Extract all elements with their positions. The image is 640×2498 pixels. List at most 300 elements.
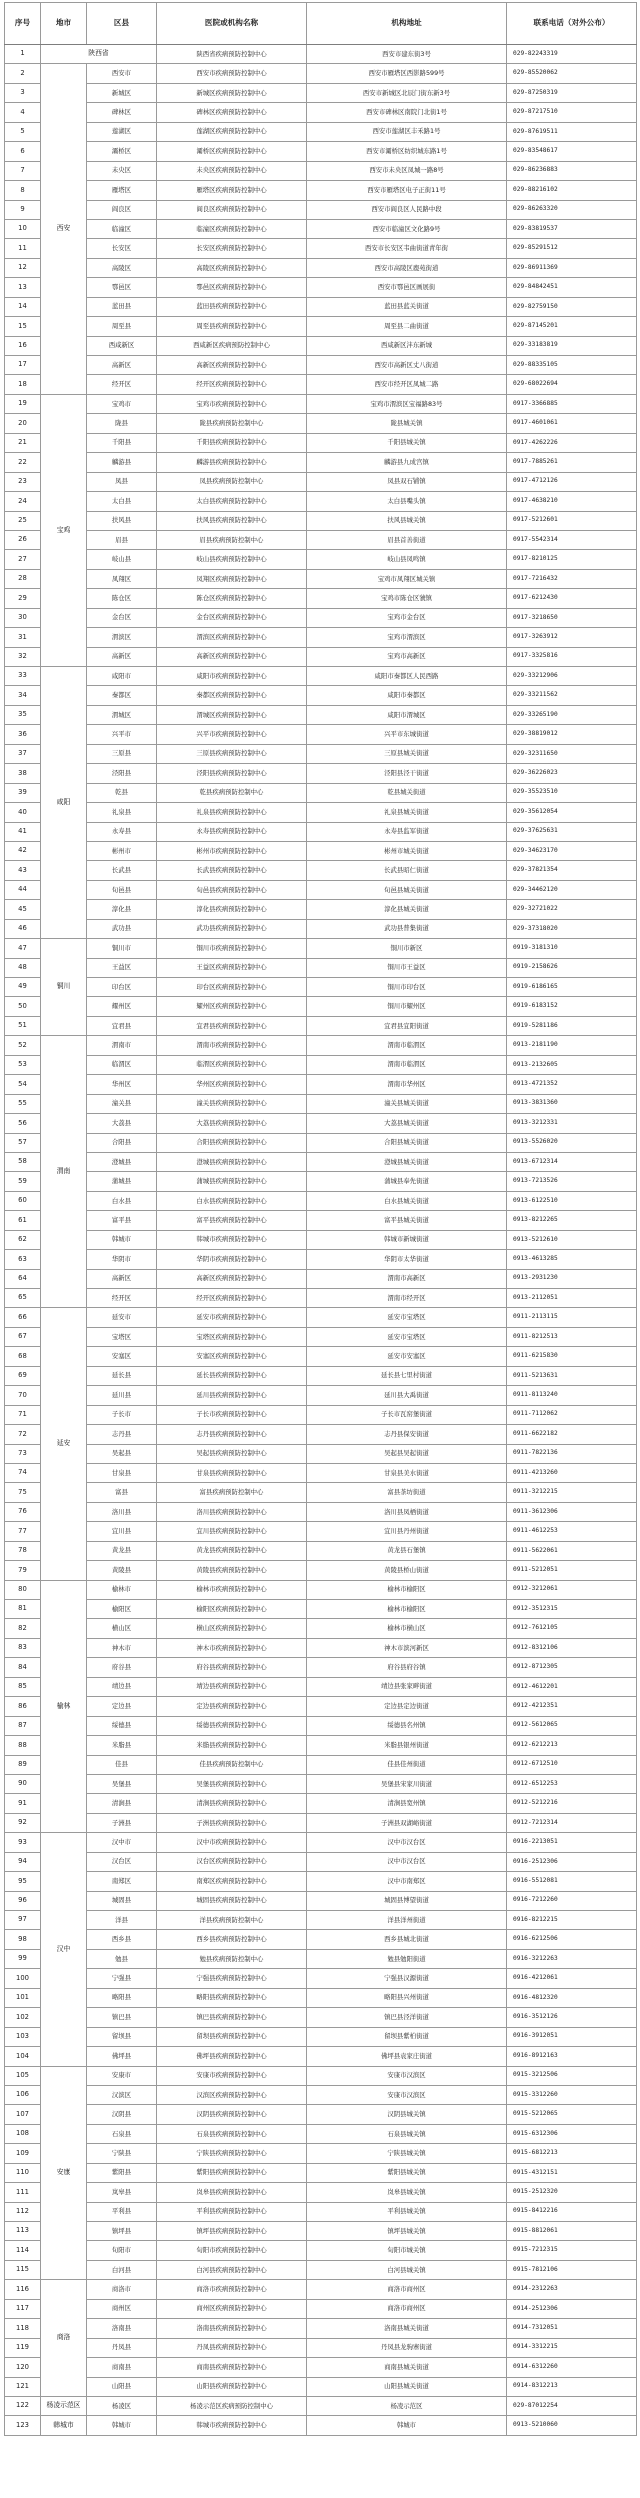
row-district-cell: 灞桥区: [87, 142, 157, 161]
row-address-cell: 澄城县城关街道: [307, 1152, 507, 1171]
row-district-cell: 潼关县: [87, 1094, 157, 1113]
row-phone-cell: 0916-4212061: [507, 1969, 637, 1988]
row-address-cell: 宝鸡市陈仓区虢镇: [307, 589, 507, 608]
row-city-cell: 安康: [41, 2066, 87, 2280]
row-district-cell: 神木市: [87, 1638, 157, 1657]
row-institution-cell: 略阳县疾病预防控制中心: [157, 1988, 307, 2007]
row-address-cell: 乾县城关街道: [307, 783, 507, 802]
row-phone-cell: 029-34462120: [507, 880, 637, 899]
row-institution-cell: 武功县疾病预防控制中心: [157, 919, 307, 938]
row-district-cell: 华州区: [87, 1075, 157, 1094]
row-district-cell: 山阳县: [87, 2377, 157, 2396]
row-institution-cell: 甘泉县疾病预防控制中心: [157, 1463, 307, 1482]
row-address-cell: 山阳县城关街道: [307, 2377, 507, 2396]
row-district-cell: 彬州市: [87, 841, 157, 860]
row-phone-cell: 0912-7212314: [507, 1813, 637, 1832]
table-row: [5, 453, 637, 472]
row-seq-cell: 107: [5, 2105, 41, 2124]
row-seq-cell: 35: [5, 705, 41, 724]
row-institution-cell: 旬邑县疾病预防控制中心: [157, 880, 307, 899]
row-institution-cell: 白河县疾病预防控制中心: [157, 2260, 307, 2279]
row-address-cell: 铜川市王益区: [307, 958, 507, 977]
row-district-cell: 城固县: [87, 1891, 157, 1910]
row-seq-cell: 32: [5, 647, 41, 666]
table-row: [5, 686, 637, 705]
table-row: [5, 725, 637, 744]
table-row: [5, 1697, 637, 1716]
row-seq-cell: 72: [5, 1425, 41, 1444]
table-row: [5, 2008, 637, 2027]
row-institution-cell: 宜川县疾病预防控制中心: [157, 1522, 307, 1541]
row-address-cell: 汉中市南郑区: [307, 1872, 507, 1891]
row-address-cell: 白河县城关镇: [307, 2260, 507, 2279]
row-seq-cell: 27: [5, 550, 41, 569]
row-address-cell: 宜君县宜阳街道: [307, 1016, 507, 1035]
row-seq-cell: 123: [5, 2416, 41, 2435]
row-district-cell: 汉台区: [87, 1852, 157, 1871]
row-institution-cell: 经开区疾病预防控制中心: [157, 1289, 307, 1308]
row-district-cell: 延安市: [87, 1308, 157, 1327]
row-district-cell: 耀州区: [87, 997, 157, 1016]
table-row: [5, 258, 637, 277]
row-address-cell: 华阴市太华街道: [307, 1250, 507, 1269]
table-row: [5, 1716, 637, 1735]
table-row: [5, 1347, 637, 1366]
table-row: [5, 1541, 637, 1560]
row-institution-cell: 子洲县疾病预防控制中心: [157, 1813, 307, 1832]
row-institution-cell: 洛川县疾病预防控制中心: [157, 1502, 307, 1521]
row-district-cell: 石泉县: [87, 2124, 157, 2143]
row-seq-cell: 114: [5, 2241, 41, 2260]
table-row: [5, 783, 637, 802]
row-phone-cell: 0916-3512126: [507, 2008, 637, 2027]
row-institution-cell: 商南县疾病预防控制中心: [157, 2358, 307, 2377]
row-seq-cell: 68: [5, 1347, 41, 1366]
row-district-cell: 西安市: [87, 64, 157, 83]
row-institution-cell: 吴起县疾病预防控制中心: [157, 1444, 307, 1463]
row-city-cell: 榆林: [41, 1580, 87, 1833]
row-address-cell: 安康市汉滨区: [307, 2085, 507, 2104]
row-institution-cell: 平利县疾病预防控制中心: [157, 2202, 307, 2221]
row-address-cell: 白水县城关街道: [307, 1191, 507, 1210]
row-district-cell: 定边县: [87, 1697, 157, 1716]
row-address-cell: 西安市未央区凤城一路8号: [307, 161, 507, 180]
row-district-cell: 佳县: [87, 1755, 157, 1774]
row-district-cell: 延川县: [87, 1386, 157, 1405]
table-row: [5, 1327, 637, 1346]
row-address-cell: 榆林市榆阳区: [307, 1600, 507, 1619]
row-phone-cell: 029-87250319: [507, 83, 637, 102]
table-row: [5, 569, 637, 588]
table-row: [5, 589, 637, 608]
table-row: [5, 2163, 637, 2182]
row-seq-cell: 60: [5, 1191, 41, 1210]
table-row: [5, 2299, 637, 2318]
row-seq-cell: 79: [5, 1561, 41, 1580]
row-address-cell: 西安市建东街3号: [307, 45, 507, 64]
row-phone-cell: 0912-4212351: [507, 1697, 637, 1716]
row-district-cell: 印台区: [87, 978, 157, 997]
row-seq-cell: 37: [5, 744, 41, 763]
row-seq-cell: 28: [5, 569, 41, 588]
table-row: [5, 142, 637, 161]
row-institution-cell: 安塞区疾病预防控制中心: [157, 1347, 307, 1366]
row-address-cell: 渭南市高新区: [307, 1269, 507, 1288]
row-phone-cell: 029-35523510: [507, 783, 637, 802]
row-seq-cell: 30: [5, 608, 41, 627]
row-phone-cell: 0915-8412216: [507, 2202, 637, 2221]
row-institution-cell: 石泉县疾病预防控制中心: [157, 2124, 307, 2143]
row-address-cell: 商洛市商州区: [307, 2299, 507, 2318]
row-seq-cell: 17: [5, 356, 41, 375]
row-institution-cell: 富平县疾病预防控制中心: [157, 1211, 307, 1230]
row-institution-cell: 渭滨区疾病预防控制中心: [157, 628, 307, 647]
row-seq-cell: 40: [5, 803, 41, 822]
row-phone-cell: 0911-8212513: [507, 1327, 637, 1346]
row-seq-cell: 82: [5, 1619, 41, 1638]
row-phone-cell: 0917-3218650: [507, 608, 637, 627]
row-district-cell: 宜君县: [87, 1016, 157, 1035]
row-address-cell: 吴起县吴起街道: [307, 1444, 507, 1463]
row-address-cell: 扶风县城关镇: [307, 511, 507, 530]
row-address-cell: 礼泉县城关街道: [307, 803, 507, 822]
row-seq-cell: 110: [5, 2163, 41, 2182]
row-seq-cell: 83: [5, 1638, 41, 1657]
row-seq-cell: 43: [5, 861, 41, 880]
row-institution-cell: 临潼区疾病预防控制中心: [157, 219, 307, 238]
row-institution-cell: 定边县疾病预防控制中心: [157, 1697, 307, 1716]
table-row: [5, 1658, 637, 1677]
row-phone-cell: 0915-7212315: [507, 2241, 637, 2260]
row-institution-cell: 杨凌示范区疾病预防控制中心: [157, 2396, 307, 2415]
row-seq-cell: 84: [5, 1658, 41, 1677]
row-address-cell: 韩城市: [307, 2416, 507, 2435]
row-phone-cell: 029-85520062: [507, 64, 637, 83]
row-phone-cell: 0911-6622182: [507, 1425, 637, 1444]
row-district-cell: 乾县: [87, 783, 157, 802]
row-district-cell: 长安区: [87, 239, 157, 258]
table-row: [5, 705, 637, 724]
row-seq-cell: 106: [5, 2085, 41, 2104]
row-seq-cell: 73: [5, 1444, 41, 1463]
table-row: [5, 1988, 637, 2007]
table-row: [5, 1211, 637, 1230]
row-address-cell: 眉县首善街道: [307, 530, 507, 549]
table-row: [5, 1736, 637, 1755]
row-seq-cell: 29: [5, 589, 41, 608]
row-seq-cell: 18: [5, 375, 41, 394]
table-row: [5, 2202, 637, 2221]
table-row: [5, 978, 637, 997]
row-phone-cell: 0913-7213526: [507, 1172, 637, 1191]
row-address-cell: 杨凌示范区: [307, 2396, 507, 2415]
row-seq-cell: 10: [5, 219, 41, 238]
table-row: [5, 1036, 637, 1055]
row-institution-cell: 佛坪县疾病预防控制中心: [157, 2047, 307, 2066]
table-row: [5, 764, 637, 783]
row-district-cell: 陇县: [87, 414, 157, 433]
row-address-cell: 志丹县保安街道: [307, 1425, 507, 1444]
row-phone-cell: 0911-8113240: [507, 1386, 637, 1405]
row-seq-cell: 36: [5, 725, 41, 744]
row-phone-cell: 0919-3181310: [507, 939, 637, 958]
row-seq-cell: 42: [5, 841, 41, 860]
row-district-cell: 安康市: [87, 2066, 157, 2085]
table-row: [5, 492, 637, 511]
row-address-cell: 洛南县城关街道: [307, 2319, 507, 2338]
row-institution-cell: 渭南市疾病预防控制中心: [157, 1036, 307, 1055]
row-phone-cell: 0917-4712126: [507, 472, 637, 491]
row-institution-cell: 高新区疾病预防控制中心: [157, 1269, 307, 1288]
row-institution-cell: 延长县疾病预防控制中心: [157, 1366, 307, 1385]
row-institution-cell: 印台区疾病预防控制中心: [157, 978, 307, 997]
row-seq-cell: 15: [5, 317, 41, 336]
table-row: [5, 375, 637, 394]
row-address-cell: 西安市莲湖区丰禾路1号: [307, 122, 507, 141]
row-institution-cell: 宝鸡市疾病预防控制中心: [157, 394, 307, 413]
row-district-cell: 高陵区: [87, 258, 157, 277]
table-row: [5, 2144, 637, 2163]
row-district-cell: 永寿县: [87, 822, 157, 841]
row-phone-cell: 0917-3366885: [507, 394, 637, 413]
row-institution-cell: 长安区疾病预防控制中心: [157, 239, 307, 258]
row-phone-cell: 0912-8312106: [507, 1638, 637, 1657]
table-row: [5, 200, 637, 219]
row-seq-cell: 1: [5, 45, 41, 64]
table-row: [5, 1794, 637, 1813]
row-institution-cell: 山阳县疾病预防控制中心: [157, 2377, 307, 2396]
row-phone-cell: 0913-5212610: [507, 1230, 637, 1249]
row-city-cell: 陕西省: [41, 45, 157, 64]
row-address-cell: 紫阳县城关镇: [307, 2163, 507, 2182]
row-institution-cell: 靖边县疾病预防控制中心: [157, 1677, 307, 1696]
row-district-cell: 志丹县: [87, 1425, 157, 1444]
row-address-cell: 子长市瓦窑堡街道: [307, 1405, 507, 1424]
row-phone-cell: 029-84842451: [507, 278, 637, 297]
row-phone-cell: 029-86911369: [507, 258, 637, 277]
row-district-cell: 横山区: [87, 1619, 157, 1638]
row-institution-cell: 千阳县疾病预防控制中心: [157, 433, 307, 452]
row-address-cell: 榆林市横山区: [307, 1619, 507, 1638]
row-seq-cell: 86: [5, 1697, 41, 1716]
row-address-cell: 大荔县城关街道: [307, 1114, 507, 1133]
table-row: [5, 1677, 637, 1696]
row-district-cell: 临渭区: [87, 1055, 157, 1074]
row-address-cell: 佛坪县袁家庄街道: [307, 2047, 507, 2066]
row-district-cell: 靖边县: [87, 1677, 157, 1696]
row-address-cell: 宝鸡市高新区: [307, 647, 507, 666]
row-district-cell: 杨凌区: [87, 2396, 157, 2415]
row-phone-cell: 029-37625631: [507, 822, 637, 841]
table-row: [5, 1191, 637, 1210]
table-row: [5, 2027, 637, 2046]
row-phone-cell: 0911-5212051: [507, 1561, 637, 1580]
row-address-cell: 铜川市耀州区: [307, 997, 507, 1016]
table-row: [5, 744, 637, 763]
row-seq-cell: 63: [5, 1250, 41, 1269]
row-address-cell: 彬州市城关街道: [307, 841, 507, 860]
table-row: [5, 628, 637, 647]
row-institution-cell: 紫阳县疾病预防控制中心: [157, 2163, 307, 2182]
row-address-cell: 武功县普集街道: [307, 919, 507, 938]
row-phone-cell: 029-33212906: [507, 667, 637, 686]
row-district-cell: 榆林市: [87, 1580, 157, 1599]
row-institution-cell: 丹凤县疾病预防控制中心: [157, 2338, 307, 2357]
row-institution-cell: 南郑区疾病预防控制中心: [157, 1872, 307, 1891]
row-address-cell: 西安市长安区韦曲街道青年街: [307, 239, 507, 258]
header-phone: 联系电话（对外公布）: [507, 3, 637, 45]
row-seq-cell: 93: [5, 1833, 41, 1852]
row-district-cell: 合阳县: [87, 1133, 157, 1152]
table-row: [5, 83, 637, 102]
table-row: [5, 2338, 637, 2357]
row-institution-cell: 吴堡县疾病预防控制中心: [157, 1774, 307, 1793]
row-seq-cell: 31: [5, 628, 41, 647]
row-institution-cell: 志丹县疾病预防控制中心: [157, 1425, 307, 1444]
row-phone-cell: 0915-4312151: [507, 2163, 637, 2182]
row-seq-cell: 117: [5, 2299, 41, 2318]
row-district-cell: 新城区: [87, 83, 157, 102]
row-institution-cell: 韩城市疾病预防控制中心: [157, 1230, 307, 1249]
table-row: [5, 667, 637, 686]
row-phone-cell: 0917-7885261: [507, 453, 637, 472]
row-phone-cell: 029-36226023: [507, 764, 637, 783]
row-seq-cell: 58: [5, 1152, 41, 1171]
table-row: [5, 356, 637, 375]
row-district-cell: 千阳县: [87, 433, 157, 452]
row-district-cell: 勉县: [87, 1949, 157, 1968]
row-district-cell: 宁强县: [87, 1969, 157, 1988]
row-city-cell: 渭南: [41, 1036, 87, 1308]
row-institution-cell: 华阴市疾病预防控制中心: [157, 1250, 307, 1269]
row-phone-cell: 029-32721022: [507, 900, 637, 919]
table-row: [5, 1444, 637, 1463]
row-phone-cell: 0912-3512315: [507, 1600, 637, 1619]
row-institution-cell: 耀州区疾病预防控制中心: [157, 997, 307, 1016]
row-district-cell: 汉中市: [87, 1833, 157, 1852]
row-district-cell: 鄠邑区: [87, 278, 157, 297]
row-seq-cell: 75: [5, 1483, 41, 1502]
table-row: [5, 1813, 637, 1832]
table-row: [5, 647, 637, 666]
row-seq-cell: 5: [5, 122, 41, 141]
row-institution-cell: 王益区疾病预防控制中心: [157, 958, 307, 977]
row-address-cell: 三原县城关街道: [307, 744, 507, 763]
row-institution-cell: 彬州市疾病预防控制中心: [157, 841, 307, 860]
row-seq-cell: 119: [5, 2338, 41, 2357]
row-seq-cell: 101: [5, 1988, 41, 2007]
row-seq-cell: 55: [5, 1094, 41, 1113]
row-phone-cell: 0917-7216432: [507, 569, 637, 588]
row-address-cell: 延安市宝塔区: [307, 1327, 507, 1346]
table-row: [5, 1016, 637, 1035]
row-district-cell: 莲湖区: [87, 122, 157, 141]
row-phone-cell: 0912-5212216: [507, 1794, 637, 1813]
row-district-cell: 王益区: [87, 958, 157, 977]
row-seq-cell: 97: [5, 1911, 41, 1930]
row-institution-cell: 莲湖区疾病预防控制中心: [157, 122, 307, 141]
table-row: [5, 2280, 637, 2299]
table-row: [5, 219, 637, 238]
row-seq-cell: 103: [5, 2027, 41, 2046]
row-seq-cell: 76: [5, 1502, 41, 1521]
row-address-cell: 府谷县府谷镇: [307, 1658, 507, 1677]
row-address-cell: 咸阳市秦都区人民西路: [307, 667, 507, 686]
row-address-cell: 神木市滨河新区: [307, 1638, 507, 1657]
row-address-cell: 甘泉县美水街道: [307, 1463, 507, 1482]
row-district-cell: 长武县: [87, 861, 157, 880]
row-institution-cell: 白水县疾病预防控制中心: [157, 1191, 307, 1210]
row-district-cell: 经开区: [87, 1289, 157, 1308]
row-district-cell: 洛川县: [87, 1502, 157, 1521]
row-institution-cell: 凤县疾病预防控制中心: [157, 472, 307, 491]
row-seq-cell: 92: [5, 1813, 41, 1832]
row-city-cell: 韩城市: [41, 2416, 87, 2435]
row-seq-cell: 71: [5, 1405, 41, 1424]
row-district-cell: 宜川县: [87, 1522, 157, 1541]
row-institution-cell: 洛南县疾病预防控制中心: [157, 2319, 307, 2338]
row-address-cell: 潼关县城关街道: [307, 1094, 507, 1113]
row-institution-cell: 临渭区疾病预防控制中心: [157, 1055, 307, 1074]
cdc-contact-table: [4, 2, 637, 2436]
row-address-cell: 合阳县城关街道: [307, 1133, 507, 1152]
row-institution-cell: 西安市疾病预防控制中心: [157, 64, 307, 83]
row-address-cell: 淳化县城关街道: [307, 900, 507, 919]
row-institution-cell: 西乡县疾病预防控制中心: [157, 1930, 307, 1949]
table-row: [5, 1969, 637, 1988]
row-phone-cell: 0916-3912051: [507, 2027, 637, 2046]
row-phone-cell: 029-83548617: [507, 142, 637, 161]
row-seq-cell: 120: [5, 2358, 41, 2377]
row-institution-cell: 陕西省疾病预防控制中心: [157, 45, 307, 64]
row-district-cell: 澄城县: [87, 1152, 157, 1171]
row-district-cell: 淳化县: [87, 900, 157, 919]
table-row: [5, 1561, 637, 1580]
row-phone-cell: 0915-6812213: [507, 2144, 637, 2163]
row-address-cell: 米脂县银州街道: [307, 1736, 507, 1755]
row-seq-cell: 57: [5, 1133, 41, 1152]
row-address-cell: 宜川县丹州街道: [307, 1522, 507, 1541]
row-address-cell: 西咸新区沣东新城: [307, 336, 507, 355]
row-seq-cell: 19: [5, 394, 41, 413]
table-row: [5, 1425, 637, 1444]
row-institution-cell: 汉台区疾病预防控制中心: [157, 1852, 307, 1871]
row-phone-cell: 029-33211562: [507, 686, 637, 705]
row-seq-cell: 25: [5, 511, 41, 530]
row-seq-cell: 102: [5, 2008, 41, 2027]
header-city: 地市: [41, 3, 87, 45]
row-address-cell: 西安市高新区丈八街道: [307, 356, 507, 375]
row-city-cell: 咸阳: [41, 667, 87, 939]
row-seq-cell: 13: [5, 278, 41, 297]
row-phone-cell: 029-35612054: [507, 803, 637, 822]
row-seq-cell: 104: [5, 2047, 41, 2066]
table-row: [5, 394, 637, 413]
row-phone-cell: 0913-4721352: [507, 1075, 637, 1094]
row-seq-cell: 99: [5, 1949, 41, 1968]
row-phone-cell: 0917-3325816: [507, 647, 637, 666]
row-seq-cell: 64: [5, 1269, 41, 1288]
row-district-cell: 临潼区: [87, 219, 157, 238]
row-district-cell: 经开区: [87, 375, 157, 394]
row-district-cell: 平利县: [87, 2202, 157, 2221]
row-address-cell: 岐山县凤鸣镇: [307, 550, 507, 569]
row-address-cell: 西安市雁塔区电子正街11号: [307, 181, 507, 200]
row-institution-cell: 华州区疾病预防控制中心: [157, 1075, 307, 1094]
row-address-cell: 西安市碑林区南院门北街1号: [307, 103, 507, 122]
row-institution-cell: 潼关县疾病预防控制中心: [157, 1094, 307, 1113]
row-address-cell: 兴平市东城街道: [307, 725, 507, 744]
